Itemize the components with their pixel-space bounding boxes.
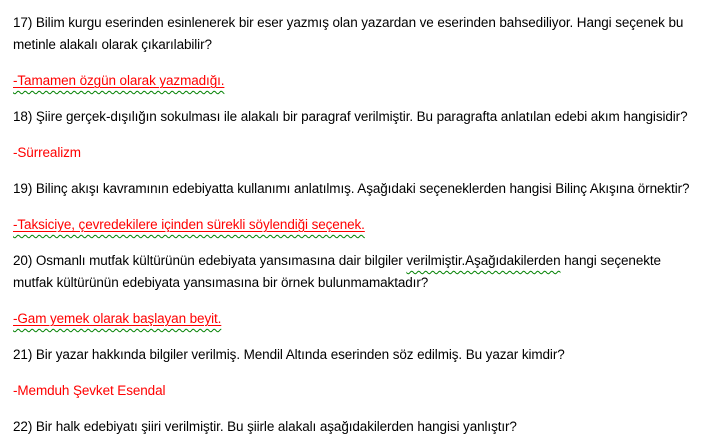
answer-21 bbox=[13, 380, 703, 402]
answer-17 bbox=[13, 70, 703, 92]
question-20-text-before: 20) Osmanlı mutfak kültürünün edebiyata yansımasına dair bilgiler bbox=[13, 253, 407, 268]
question-22 bbox=[13, 416, 703, 438]
question-17 bbox=[13, 12, 703, 56]
spellcheck-squiggle bbox=[13, 73, 224, 88]
question-21-text: 21) Bir yazar hakkında bilgiler verilmiş. Mendil Altında eserinden söz edilmiş. Bu yazar kimdir? bbox=[13, 347, 565, 362]
question-20-text-after: hangi seçenekte mutfak kültürünün edebiyata yansımasına bir örnek bulunmamaktadır? bbox=[13, 253, 661, 290]
question-19 bbox=[13, 178, 703, 200]
question-21 bbox=[13, 344, 703, 366]
question-20 bbox=[13, 250, 703, 294]
question-18 bbox=[13, 106, 703, 128]
question-20-flagged-word: verilmiştir.Aşağıdakilerden bbox=[406, 253, 561, 268]
spellcheck-squiggle bbox=[13, 217, 365, 232]
answer-19 bbox=[13, 214, 703, 236]
answer-20-text: -Gam yemek olarak başlayan beyit. bbox=[13, 311, 222, 326]
answer-18 bbox=[13, 142, 703, 164]
answer-18-text: -Sürrealizm bbox=[13, 145, 81, 160]
answer-21-text: -Memduh Şevket Esendal bbox=[13, 383, 166, 398]
spellcheck-squiggle bbox=[13, 311, 221, 326]
question-18-text: 18) Şiire gerçek-dışılığın sokulması ile alakalı bir paragraf verilmiştir. Bu paragrafta anlatılan edebi akım hangisidir? bbox=[13, 109, 688, 124]
answer-20 bbox=[13, 308, 703, 330]
question-19-text: 19) Bilinç akışı kavramının edebiyatta kullanımı anlatılmış. Aşağıdaki seçeneklerden hangisi Bilinç Akışına örnektir? bbox=[13, 181, 690, 196]
answer-17-text: -Tamamen özgün olarak yazmadığı. bbox=[13, 73, 225, 88]
question-17-text: 17) Bilim kurgu eserinden esinlenerek bir eser yazmış olan yazardan ve eserinden bahsediliyor. Hangi seçenek bu metinle alakalı olarak çıkarılabilir? bbox=[13, 15, 684, 52]
question-22-text: 22) Bir halk edebiyatı şiiri verilmiştir. Bu şiirle alakalı aşağıdakilerden hangisi yanlıştır? bbox=[13, 419, 517, 434]
answer-19-text: -Taksiciye, çevredekilere içinden sürekli söylendiği seçenek. bbox=[13, 217, 365, 232]
